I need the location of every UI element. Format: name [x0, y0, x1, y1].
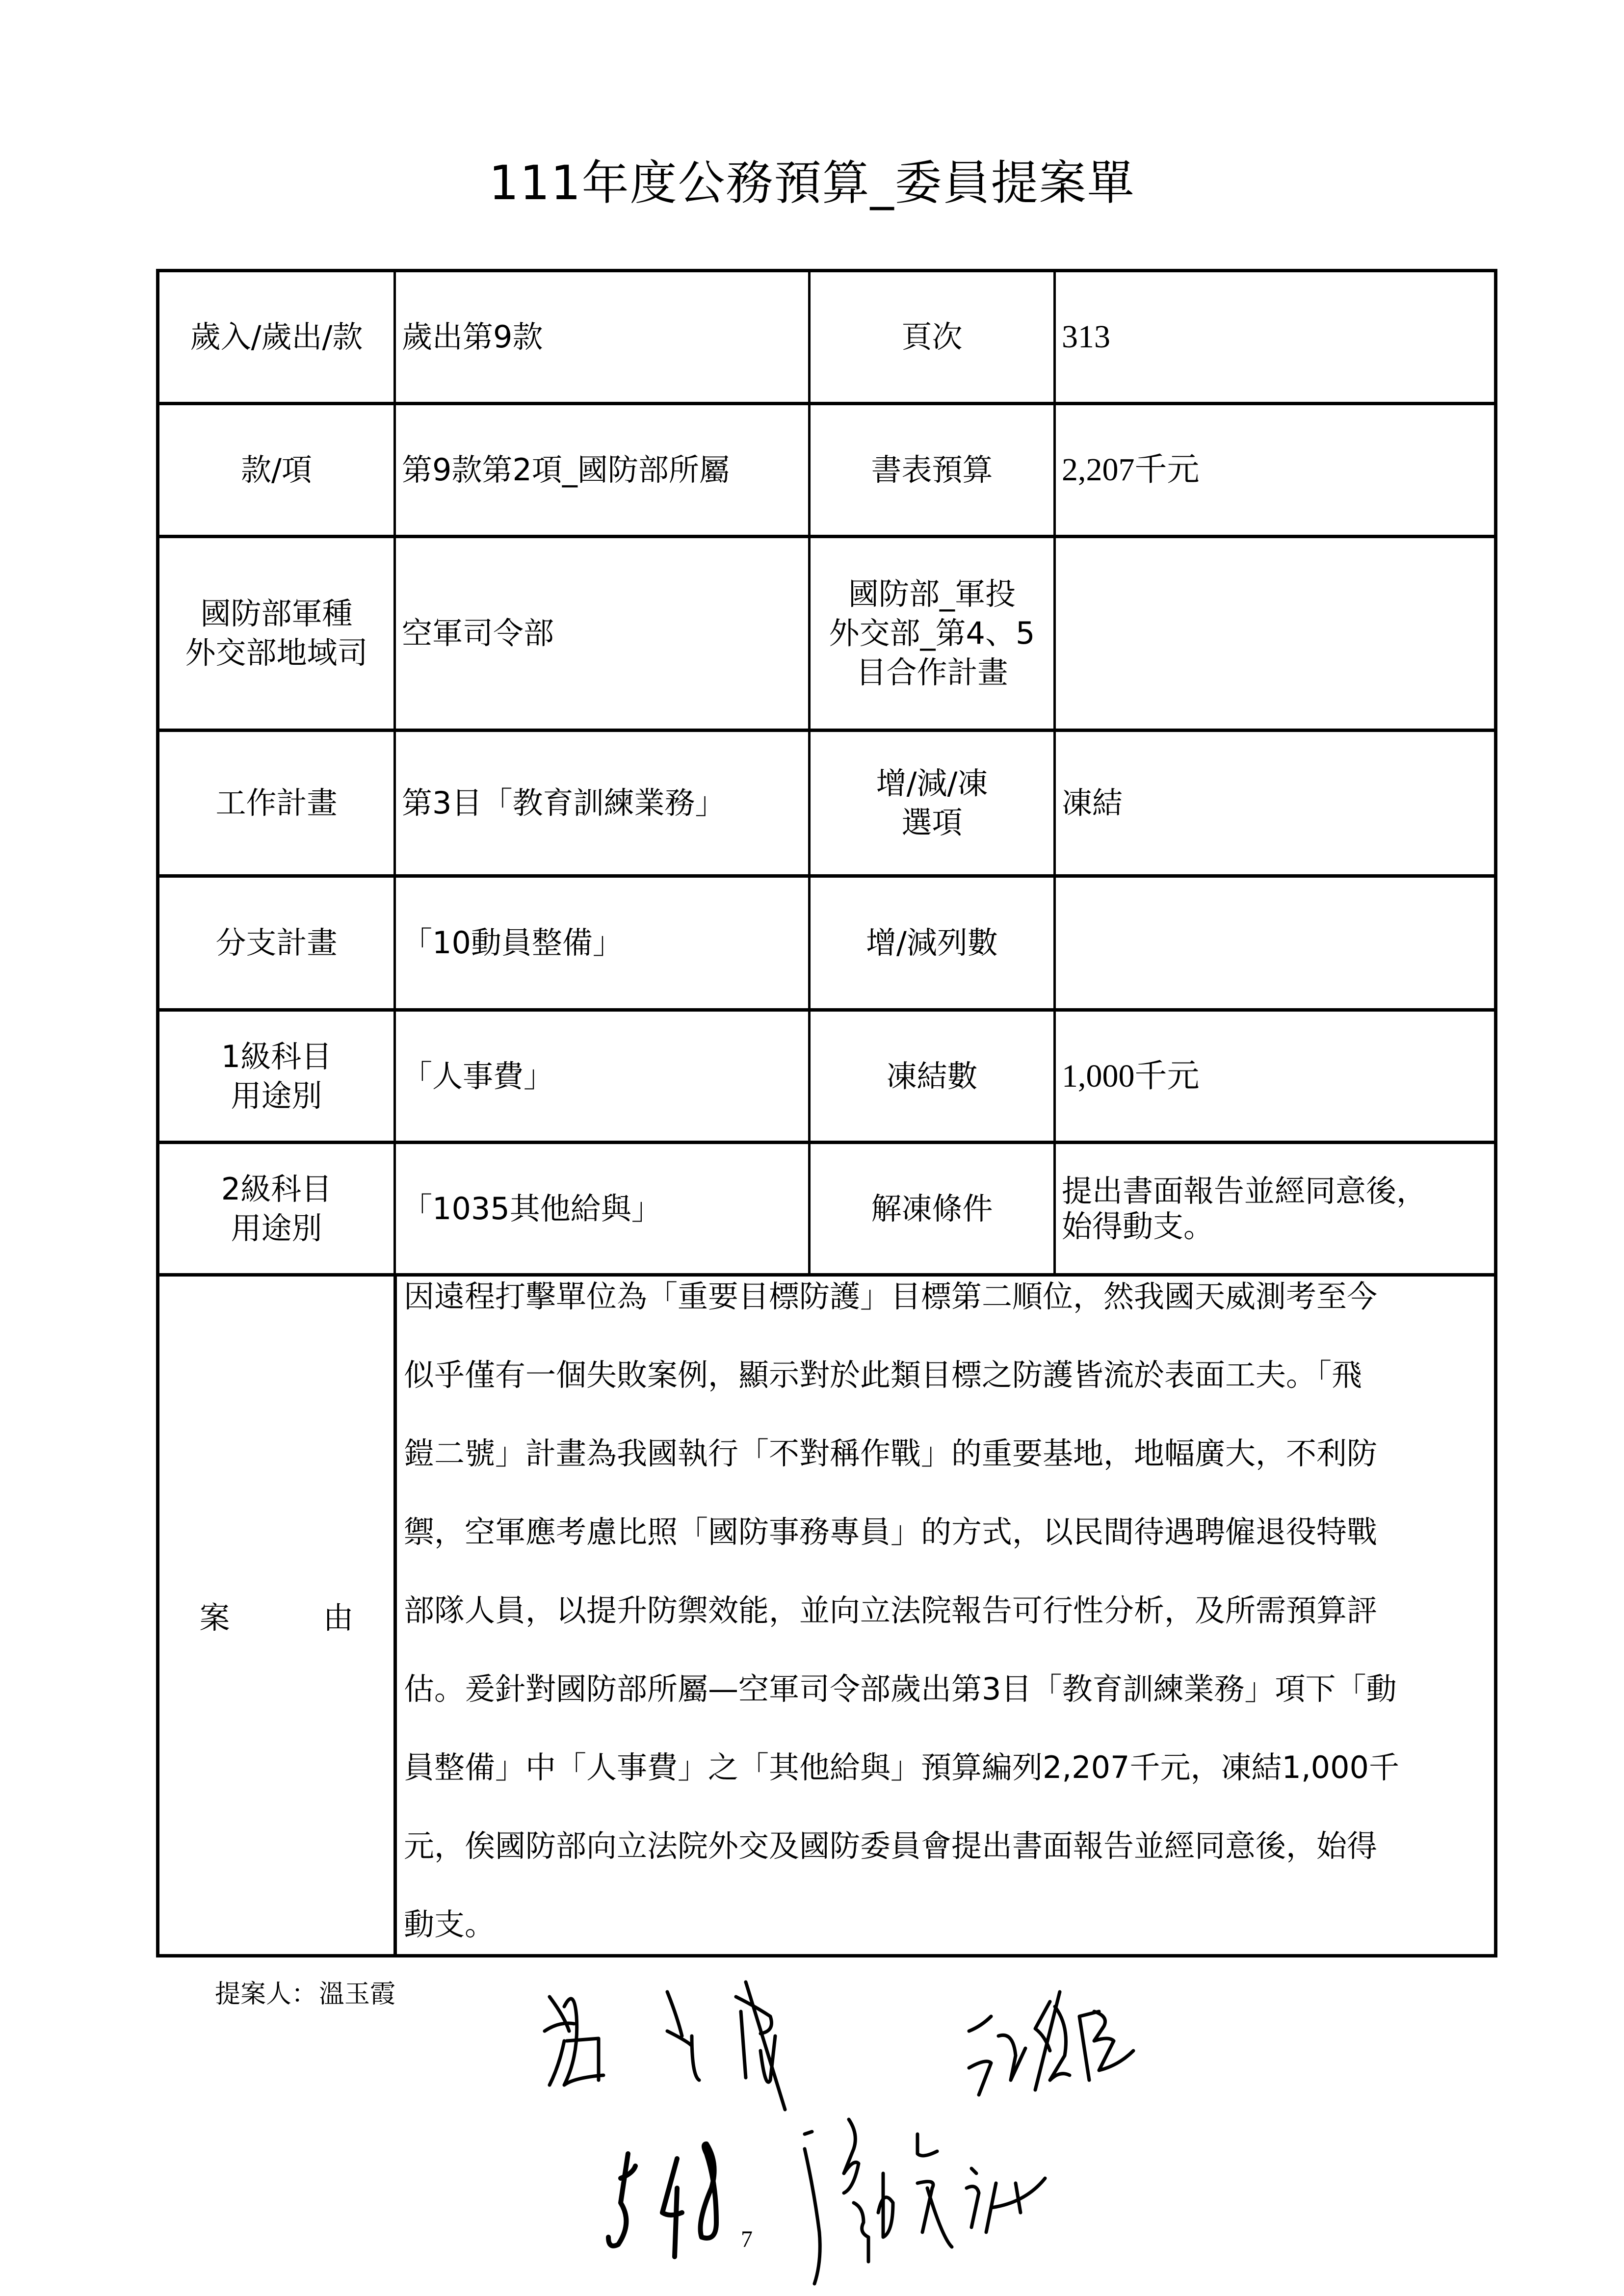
reason-line: 元，俟國防部向立法院外交及國防委員會提出書面報告並經同意後，始得	[404, 1828, 1378, 1864]
label-line: 用途別	[231, 1210, 322, 1246]
field-value: 「人事費」	[393, 1012, 808, 1141]
reason-line: 員整備」中「人事費」之「其他給與」預算編列2,207千元，凍結1,000千	[404, 1749, 1399, 1785]
signature-1	[545, 1982, 785, 2110]
page-title: 111年度公務預算_委員提案單	[489, 156, 1135, 210]
field-label: 增/減列數	[808, 878, 1053, 1008]
label-line: 外交部_第4、5	[829, 615, 1035, 651]
label-line: 選項	[901, 805, 963, 840]
field-label: 歲入/歲出/款	[190, 319, 363, 355]
field-label	[159, 1012, 393, 1141]
field-label: 解凍條件	[808, 1144, 1053, 1273]
label-line: 2級科目	[221, 1171, 332, 1207]
field-value: 「10動員整備」	[393, 878, 808, 1008]
page-number-value: 313	[1053, 272, 1494, 402]
signature-2	[969, 1992, 1133, 2095]
reason-line: 似乎僅有一個失敗案例，顯示對於此類目標之防護皆流於表面工夫。「飛	[404, 1357, 1362, 1393]
reason-label	[159, 1277, 393, 1954]
field-label: 凍結數	[808, 1012, 1053, 1141]
reason-label-char: 案	[199, 1600, 230, 1636]
proposer-label: 提案人：	[215, 1980, 317, 2009]
label-line: 外交部地域司	[185, 635, 368, 671]
handwritten-signatures	[530, 1957, 1462, 2296]
table-row	[159, 1141, 1494, 1273]
field-value: 第9款第2項_國防部所屬	[393, 405, 808, 535]
table-row	[159, 729, 1494, 874]
condition-line: 提出書面報告並經同意後，	[1062, 1173, 1427, 1209]
reason-line: 因遠程打擊單位為「重要目標防護」目標第二順位，然我國天威測考至今	[404, 1278, 1378, 1314]
label-line: 用途別	[231, 1077, 322, 1114]
label-line: 1級科目	[221, 1038, 332, 1074]
label-line: 增/減/凍	[876, 765, 988, 801]
field-value: 第3目「教育訓練業務」	[393, 732, 808, 874]
field-label	[159, 1144, 393, 1273]
table-row	[159, 402, 1494, 535]
reason-line: 禦，空軍應考慮比照「國防事務專員」的方式，以民間待遇聘僱退役特戰	[404, 1514, 1378, 1550]
field-label	[808, 732, 1053, 874]
reason-label-char: 由	[323, 1600, 354, 1636]
reason-line: 鎧二號」計畫為我國執行「不對稱作戰」的重要基地，地幅廣大，不利防	[404, 1435, 1378, 1471]
page-mark: 7	[741, 2226, 753, 2252]
unfreeze-condition-value	[1053, 1144, 1494, 1273]
option-value: 凍結	[1053, 732, 1494, 874]
field-label: 工作計畫	[215, 785, 338, 821]
field-value: 「1035其他給與」	[393, 1144, 808, 1273]
reason-line: 部隊人員，以提升防禦效能，並向立法院報告可行性分析，及所需預算評	[404, 1592, 1378, 1628]
reason-text	[393, 1277, 1494, 1954]
table-row	[159, 1008, 1494, 1141]
field-label: 書表預算	[808, 405, 1053, 535]
field-value: 空軍司令部	[393, 538, 808, 729]
field-value	[1053, 538, 1494, 729]
reason-line: 估。爰針對國防部所屬—空軍司令部歲出第3目「教育訓練業務」項下「動	[404, 1671, 1397, 1707]
table-row	[159, 874, 1494, 1008]
label-line: 國防部軍種	[200, 596, 353, 631]
reason-line: 動支。	[404, 1906, 496, 1942]
signature-3	[805, 2119, 1045, 2284]
table-row	[159, 535, 1494, 729]
field-label	[159, 538, 393, 729]
field-value: 歲出第9款	[393, 272, 808, 402]
field-label: 款/項	[241, 452, 312, 488]
frozen-amount-value: 1,000千元	[1053, 1012, 1494, 1141]
handwritten-number-548	[608, 2144, 716, 2257]
field-label: 分支計畫	[215, 925, 338, 961]
table-row	[159, 272, 1494, 402]
label-line: 目合作計畫	[856, 654, 1008, 690]
condition-line: 始得動支。	[1062, 1208, 1214, 1244]
reason-row	[159, 1273, 1494, 1954]
field-label	[808, 538, 1053, 729]
label-line: 國防部_軍投	[848, 576, 1016, 612]
proposal-table	[156, 269, 1497, 1957]
field-label: 頁次	[808, 272, 1053, 402]
field-value	[1053, 878, 1494, 1008]
proposer-name: 溫玉霞	[319, 1980, 396, 2009]
budget-value: 2,207千元	[1053, 405, 1494, 535]
